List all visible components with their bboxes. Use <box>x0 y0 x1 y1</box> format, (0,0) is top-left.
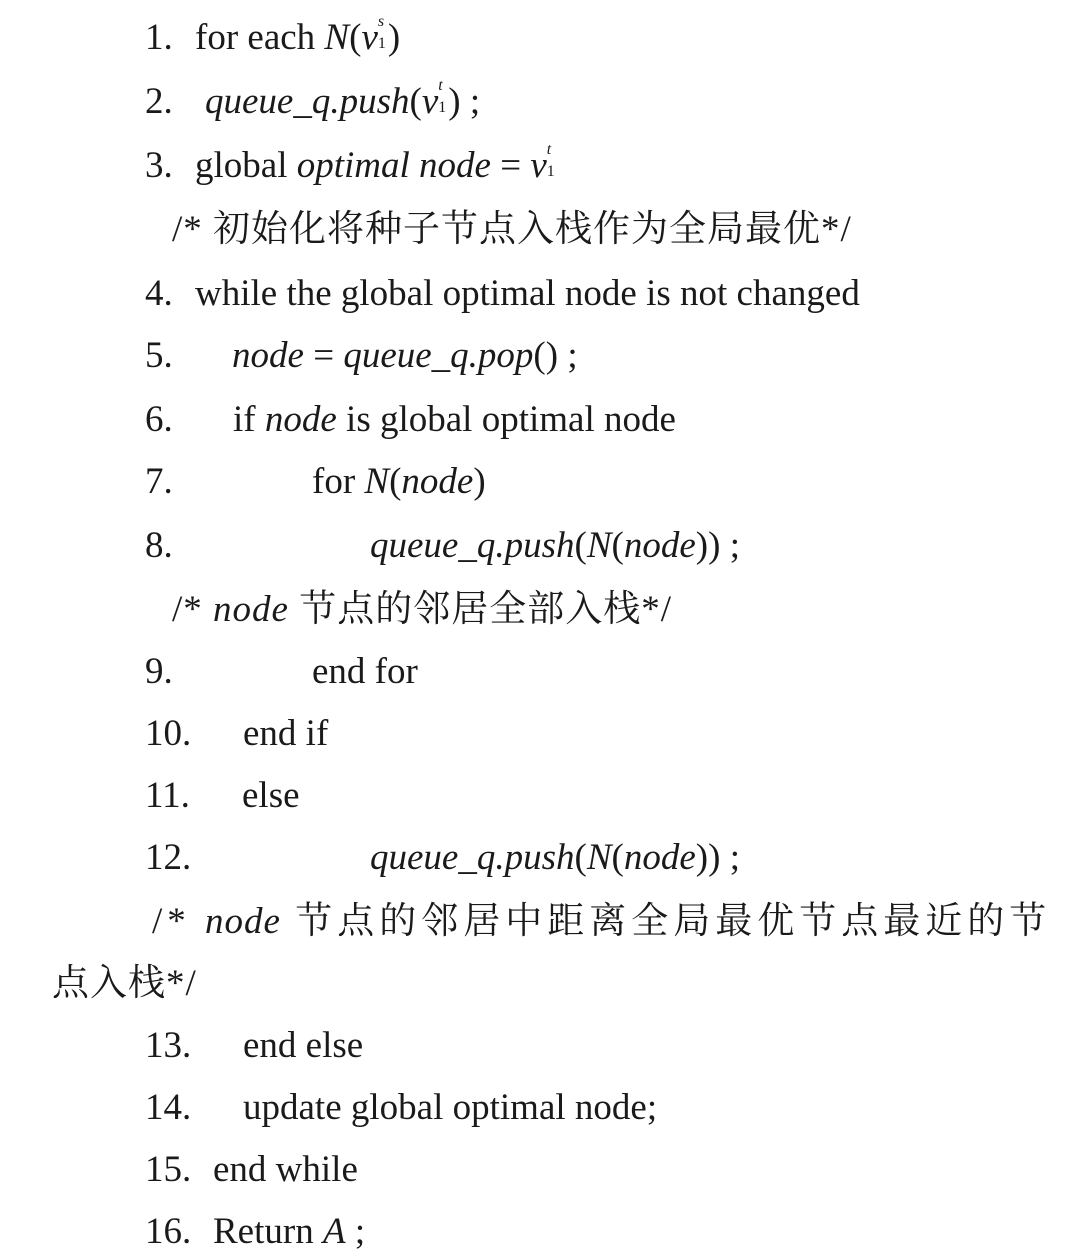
line-number: 11. <box>145 775 190 816</box>
comment-text: 点入栈 <box>52 963 166 1004</box>
math-fn: N <box>364 461 390 502</box>
line-number: 14. <box>145 1087 192 1128</box>
keyword: Return <box>213 1211 323 1252</box>
line-text: end while <box>213 1149 358 1190</box>
line-text <box>205 77 480 127</box>
math-var: v <box>530 145 547 186</box>
paren: ( <box>409 81 422 122</box>
paren: ( <box>349 17 362 58</box>
math-fn: queue_q.pop <box>343 335 534 376</box>
keyword: for <box>312 461 365 502</box>
paren: ( <box>611 837 624 878</box>
semicolon: ; <box>720 525 740 566</box>
paren: ) <box>695 525 709 566</box>
line-number: 12. <box>145 837 192 878</box>
math-fn: queue_q.push <box>370 525 575 566</box>
paren: ( <box>389 461 402 502</box>
math-fn: N <box>324 17 350 58</box>
comment-close: */ <box>821 209 852 250</box>
line-text <box>370 833 740 883</box>
paren: () <box>533 335 559 376</box>
line-number: 9. <box>145 651 173 692</box>
paren: ) <box>473 461 486 502</box>
line-text: end else <box>243 1025 364 1066</box>
line-number: 2. <box>145 81 173 122</box>
paren: ( <box>574 525 587 566</box>
paren: ) <box>387 17 401 58</box>
line-number: 8. <box>145 525 173 566</box>
math-fn: queue_q.push <box>370 837 575 878</box>
line-text <box>233 395 676 445</box>
math-var: v <box>421 81 439 122</box>
math-var: node <box>232 335 304 376</box>
keyword: for each <box>195 17 325 58</box>
comment-close: */ <box>166 963 197 1004</box>
line-number: 7. <box>145 461 173 502</box>
sup-sub <box>438 77 448 116</box>
line-text: update global optimal node; <box>243 1087 658 1128</box>
comment-open: /* <box>152 901 206 942</box>
math-var: optimal node <box>296 145 491 186</box>
line-text: else <box>242 775 300 816</box>
line-text <box>195 13 400 63</box>
line-text: end for <box>312 651 418 692</box>
paren: ) <box>708 837 721 878</box>
paren: ) <box>695 837 709 878</box>
math-var: node <box>264 399 337 440</box>
line-number: 10. <box>145 713 192 754</box>
superscript: t <box>546 141 552 158</box>
line-number: 3. <box>145 145 173 186</box>
paren: ) <box>448 81 461 122</box>
line-number: 1. <box>145 17 173 58</box>
comment-text: 节点的邻居中距离全局最优节点最近的节 <box>280 901 1052 942</box>
keyword: is global optimal node <box>336 399 676 440</box>
semicolon: ; <box>558 335 578 376</box>
comment-2 <box>172 585 672 635</box>
comment-3 <box>152 897 1051 947</box>
math-var: node <box>205 901 281 942</box>
comment-1 <box>172 205 852 255</box>
math-fn: N <box>586 525 612 566</box>
line-text <box>195 141 557 191</box>
math-var: v <box>361 17 378 58</box>
line-number: 15. <box>145 1149 192 1190</box>
line-number: 5. <box>145 335 173 376</box>
math-var: node <box>623 837 696 878</box>
comment-close: */ <box>641 589 672 630</box>
line-text: while the global optimal node is not changed <box>195 273 860 314</box>
math-var: node <box>623 525 696 566</box>
keyword: global <box>195 145 297 186</box>
keyword: if <box>233 399 265 440</box>
line-number: 6. <box>145 399 173 440</box>
semicolon: ; <box>460 81 481 122</box>
equals: = <box>303 335 344 376</box>
subscript: 1 <box>546 163 555 180</box>
sup-sub <box>377 13 388 52</box>
subscript: 1 <box>438 99 447 116</box>
semicolon: ; <box>345 1211 366 1252</box>
line-text: end if <box>243 713 329 754</box>
comment-text: 初始化将种子节点入栈作为全局最优 <box>202 209 822 250</box>
superscript: s <box>377 13 385 30</box>
line-text <box>370 521 740 571</box>
line-number: 16. <box>145 1211 192 1252</box>
paren: ) <box>708 525 721 566</box>
math-var: node <box>213 589 289 630</box>
subscript: 1 <box>377 35 386 52</box>
line-text <box>312 457 486 507</box>
comment-open: /* <box>172 589 214 630</box>
math-var: node <box>401 461 474 502</box>
comment-text: 节点的邻居全部入栈 <box>288 589 642 630</box>
comment-open: /* <box>172 209 203 250</box>
comment-3-continued <box>52 959 197 1009</box>
equals: = <box>490 145 531 186</box>
semicolon: ; <box>720 837 740 878</box>
line-text <box>213 1207 365 1257</box>
math-fn: queue_q.push <box>205 81 410 122</box>
line-text <box>232 331 578 381</box>
math-fn: N <box>586 837 612 878</box>
superscript: t <box>438 77 443 94</box>
line-number: 4. <box>145 273 173 314</box>
line-number: 13. <box>145 1025 192 1066</box>
sup-sub <box>546 141 557 180</box>
paren: ( <box>574 837 587 878</box>
paren: ( <box>611 525 624 566</box>
math-var: A <box>322 1211 346 1252</box>
